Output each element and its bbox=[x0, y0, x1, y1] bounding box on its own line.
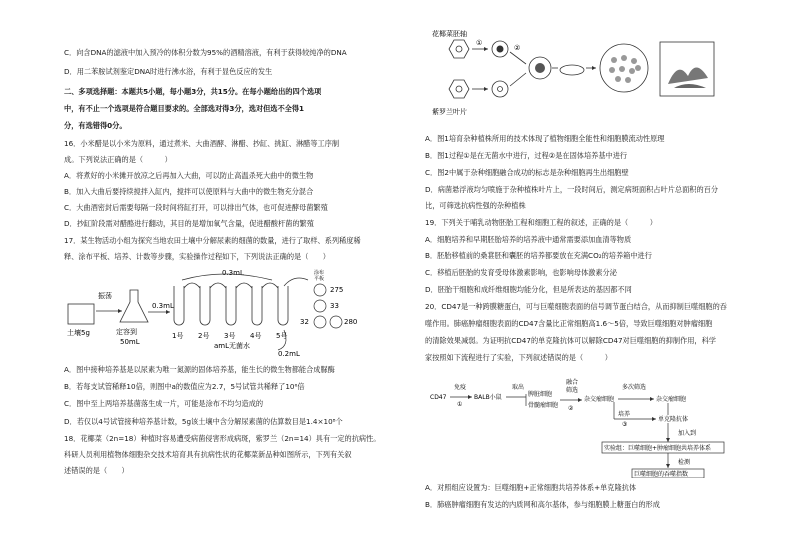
q16-stem: 16．小米醋是以小米为原料，通过煮米、大曲酒酵、淋醋、抄缸、挑缸、淋醋等工序制 bbox=[64, 139, 340, 148]
q20-stem-line3: 的清除效果减弱。为证明抗CD47的单克隆抗体可以解除CD47对巨噬细胞的抑制作用，科学 bbox=[425, 336, 716, 345]
tube-3-label: 3号 bbox=[224, 332, 236, 340]
fc-spleen: 脾脏细胞 bbox=[528, 391, 553, 398]
fc-detect: 检测 bbox=[678, 459, 691, 466]
tube-2-label: 2号 bbox=[198, 332, 210, 340]
q19-option-d: D．胚胎干细胞和成纤维细胞均能分化，但是所表达的基因都不同 bbox=[425, 285, 632, 294]
fc-cd47: CD47 bbox=[430, 394, 447, 401]
q20-option-a: A．对照组应设置为：巨噬细胞+正常细胞共培养体系+单克隆抗体 bbox=[425, 483, 637, 492]
q17-stem-line2: 释、涂布平板、培养、计数等步骤，实验操作过程如下，下列说法正确的是（ ） bbox=[64, 252, 330, 261]
violet-cell bbox=[449, 80, 469, 98]
fig17-dilute-label: 定容到 bbox=[116, 328, 137, 336]
fc-phagocytosis: 巨噬细胞的吞噬指数 bbox=[634, 471, 689, 478]
fig17-top-volume: 0.3mL bbox=[222, 269, 244, 277]
q18-option-d-line2: 比，可筛选抗病性强的杂种植株 bbox=[425, 201, 526, 210]
q19-stem: 19．下列关于哺乳动物胚胎工程和细胞工程的叙述，正确的是（ ） bbox=[425, 218, 657, 227]
q16-option-a: A．将煮好的小米摊开放凉之后再加入大曲，可以防止高温杀死大曲中的微生物 bbox=[64, 171, 314, 180]
q19-option-c: C．移植后胚胎的发育受母体激素影响，也影响母体激素分泌 bbox=[425, 268, 617, 277]
plate-count-2: 33 bbox=[330, 302, 339, 310]
fig17-shake-label: 振荡 bbox=[98, 292, 112, 300]
q16-option-c: C．大曲酒密封后需要每隔一段时间将缸打开，可以排出气体，也可促进酵母菌繁殖 bbox=[64, 203, 328, 212]
fig17-water-label: amL无菌水 bbox=[214, 342, 251, 350]
fc-step3: ③ bbox=[622, 421, 628, 428]
q17-option-d: D．若仅以4号试管接种培养基计数，5g该土壤中含分解尿素菌的估算数目是1.4×10⁸个 bbox=[64, 417, 343, 426]
fig17-coat-label-2: 平板 bbox=[314, 276, 325, 282]
section2-heading-line3: 分，有选错得0分。 bbox=[64, 121, 127, 130]
q18-option-b: B．图1过程①是在无菌水中进行，过程②是在固体培养基中进行 bbox=[425, 151, 628, 160]
soil-box bbox=[68, 304, 94, 324]
plate-2 bbox=[314, 300, 326, 312]
q18-fusion-figure bbox=[428, 28, 748, 128]
q18-option-d: D．病菌悬浮液均匀喷施于杂种植株叶片上，一段时间后，测定病斑面积占叶片总面积的百分 bbox=[425, 185, 719, 194]
fc-addin: 加入到 bbox=[678, 430, 697, 437]
q15-option-d: D．用二苯胺试剂鉴定DNA时进行沸水浴，有利于显色反应的发生 bbox=[64, 67, 273, 76]
fc-hybrid-2: 杂交瘤细胞 bbox=[656, 396, 687, 403]
fig17-volume-03: 0.3mL bbox=[152, 302, 174, 310]
fig18-label-bottom: 紫罗兰叶片 bbox=[432, 108, 467, 116]
q18-stem-line3: 述错误的是（ ） bbox=[64, 466, 129, 475]
q17-option-a: A．图中接种培养基是以尿素为唯一氮源的固体培养基，能生长的微生物都能合成脲酶 bbox=[64, 365, 335, 374]
fc-screen-label: 筛选 bbox=[566, 387, 579, 394]
fc-myeloma: 骨髓瘤细胞 bbox=[528, 402, 559, 409]
plate-count-3: 280 bbox=[344, 318, 358, 326]
fig18-step1: ① bbox=[476, 39, 483, 47]
fc-step2: ② bbox=[568, 405, 574, 412]
fc-culture: 培养 bbox=[618, 411, 631, 418]
q18-option-c: C．图2中属于杂种细胞融合成功的标志是杂种细胞再生出细胞壁 bbox=[425, 168, 629, 177]
fig18-step2: ② bbox=[514, 44, 521, 52]
q20-stem: 20．CD47是一种跨膜糖蛋白，可与巨噬细胞表面的信号调节蛋白结合，从而抑制巨噬细胞的吞 bbox=[425, 302, 727, 311]
plate-4 bbox=[330, 316, 342, 328]
section2-heading-line2: 中，有不止一个选项是符合题目要求的。全部选对得3分，选对但选不全得1 bbox=[64, 104, 305, 113]
q16-option-b: B．加入大曲后要持续搅拌入缸内，搅拌可以使原料与大曲中的微生物充分混合 bbox=[64, 187, 314, 196]
fig17-soil-label: 土壤5g bbox=[67, 329, 90, 337]
plate-count-1: 275 bbox=[330, 286, 344, 294]
plate-count-mid: 32 bbox=[300, 318, 309, 326]
q18-stem: 18．花椰菜（2n=18）种植时容易遭受病菌侵害形成病斑，紫罗兰（2n=14）具有一定的抗病性。 bbox=[64, 434, 381, 443]
cauliflower-cell bbox=[449, 40, 469, 58]
q19-option-a: A．细胞培养和早期胚胎培养的培养液中通常需要添加血清等物质 bbox=[425, 235, 632, 244]
test-tubes bbox=[174, 283, 288, 325]
q15-option-c: C．向含DNA的滤液中加入预冷的体积分数为95%的酒精溶液，有利于获得较纯净的DNA bbox=[64, 48, 347, 57]
q20-option-b: B．肺癌肿瘤细胞有发达的内质网和高尔基体，参与细胞膜上糖蛋白的形成 bbox=[425, 500, 660, 509]
plate-1 bbox=[314, 284, 326, 296]
q17-dilution-figure bbox=[64, 266, 364, 358]
fc-experiment: 实验组：巨噬细胞+肿瘤细胞共培养体系 bbox=[604, 445, 712, 452]
q18-option-a: A．图1培育杂种植株所用的技术体现了植物细胞全能性和细胞膜流动性原理 bbox=[425, 134, 665, 143]
fig17-volume-50: 50mL bbox=[120, 338, 140, 346]
q20-stem-line2: 噬作用。肺癌肿瘤细胞表面的CD47含量比正常细胞高1.6～5倍，导致巨噬细胞对肿瘤细胞 bbox=[425, 319, 713, 328]
q20-flowchart bbox=[428, 372, 758, 478]
section2-heading: 二、多项选择题：本题共5小题，每小题3分，共15分。在每小题给出的四个选项 bbox=[64, 87, 322, 96]
fc-step1: ① bbox=[457, 401, 463, 408]
q17-option-c: C．图中至上两培养基菌落生成一片，可能是涂布不均匀造成的 bbox=[64, 399, 264, 408]
fc-multi-screen: 多次筛选 bbox=[622, 384, 647, 391]
fig17-bottom-volume: 0.2mL bbox=[278, 350, 300, 358]
fc-fuse: 融合 bbox=[566, 379, 579, 386]
tube-5-label: 5号 bbox=[276, 332, 288, 340]
q19-option-b: B．胚胎移植前的桑葚胚和囊胚的培养都要放在充满CO₂的培养箱中进行 bbox=[425, 251, 652, 260]
q16-option-d: D．抄缸阶段需对醋酪进行翻动，其目的是增加氧气含量，促进醋酸杆菌的繁殖 bbox=[64, 219, 314, 228]
fig17-coat-label: 涂布 bbox=[314, 270, 325, 276]
fc-immune: 免疫 bbox=[454, 384, 467, 391]
fc-mab: 单克隆抗体 bbox=[658, 416, 689, 423]
fc-hybrid: 杂交瘤细胞 bbox=[584, 396, 615, 403]
tube-4-label: 4号 bbox=[250, 332, 262, 340]
q16-stem-line2: 成。下列说法正确的是（ ） bbox=[64, 155, 172, 164]
tube-1-label: 1号 bbox=[172, 332, 184, 340]
callus-dish bbox=[560, 65, 584, 75]
fig18-label-top: 花椰菜胚轴 bbox=[432, 30, 467, 38]
q18-stem-line2: 科研人员利用植物体细胞杂交技术培育具有抗病性状的花椰菜新品种如图所示，下列有关叙 bbox=[64, 450, 352, 459]
plate-3 bbox=[314, 316, 326, 328]
q17-option-b: B．若每支试管稀释10倍，则图中a的数值应为2.7，5号试管共稀释了10⁶倍 bbox=[64, 382, 305, 391]
fc-take: 取出 bbox=[512, 384, 525, 391]
fc-mouse: BALB小鼠 bbox=[474, 394, 502, 401]
flask-icon bbox=[120, 290, 148, 322]
q20-stem-line4: 家按照如下流程进行了实验，下列叙述错误的是（ ） bbox=[425, 353, 612, 362]
q17-stem: 17．某生物活动小组为探究当地农田土壤中分解尿素的细菌的数量，进行了取样、系列稀度稀 bbox=[64, 236, 361, 245]
